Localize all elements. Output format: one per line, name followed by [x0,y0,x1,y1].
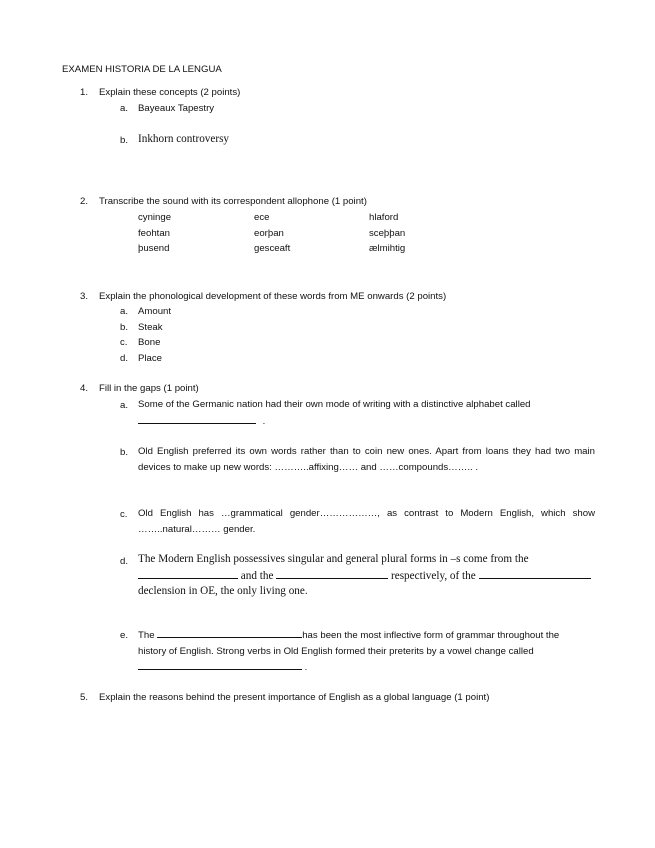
q3d-text: Place [138,353,162,364]
word-cell: cyninge [138,212,172,223]
q4e-text-2: history of English. Strong verbs in Old English formed their preterits by a vowel change called [138,645,534,657]
word-cell: gesceaft [254,243,291,254]
word-cell: ece [254,212,270,223]
q3d-label: d. [120,353,129,364]
q4e-label: e. [120,630,129,641]
q4d-blank-2[interactable] [276,568,388,579]
q4d-label: d. [120,556,129,567]
q5-number: 5. [80,692,89,703]
q4-number: 4. [80,383,89,394]
q4e-text: has been the most inflective form of grammar throughout the [302,630,560,641]
q3b-label: b. [120,322,129,333]
q1b-text: Inkhorn controversy [138,133,230,145]
q1-number: 1. [80,87,89,98]
q4b-text: Old English preferred its own words rather than to coin new ones. Apart from loans they had two main devices to make up new words: ………..affixing…… and ……compounds…….. . [138,446,595,473]
q4d-blank-1[interactable] [138,568,238,579]
q2-text: Transcribe the sound with its correspondent allophone (1 point) [99,196,367,207]
q1-text: Explain these concepts (2 points) [99,87,241,98]
q4e-the: The [138,630,155,641]
q4d-text-end: declension in OE, the only living one. [138,585,308,597]
q2-number: 2. [80,196,89,207]
q4c-text: Old English has …grammatical gender………………, as contrast to Modern English, which show ……..natural……… gender. [138,508,595,535]
word-cell: hlaford [369,212,399,223]
page-title: EXAMEN HISTORIA DE LA LENGUA [62,64,222,75]
q4a-label: a. [120,400,129,411]
q1a-text: Bayeaux Tapestry [138,103,215,114]
q4a-end: . [262,415,266,427]
q4d-blank-3[interactable] [479,568,591,579]
q3c-text: Bone [138,337,161,348]
q4e-blank-2[interactable] [138,659,302,670]
q4d-and: and the [240,569,274,582]
q4d-text: The Modern English possessives singular and general plural forms in –s come from the [138,553,529,565]
word-cell: eorþan [254,228,284,239]
q4a-text: Some of the Germanic nation had their own mode of writing with a distinctive alphabet called [138,399,531,410]
q4a-paragraph [138,397,595,429]
q4e-paragraph [138,627,595,676]
q5-text: Explain the reasons behind the present importance of English as a global language (1 point) [99,692,490,703]
q3-text: Explain the phonological development of these words from ME onwards (2 points) [99,291,447,302]
q4e-end: . [304,662,308,673]
q3c-label: c. [120,337,128,348]
word-cell: feohtan [138,228,171,239]
q3-number: 3. [80,291,89,302]
word-cell: þusend [138,243,170,254]
q4-text: Fill in the gaps (1 point) [99,383,199,394]
q4c-label: c. [120,509,128,520]
q4b-label: b. [120,447,129,458]
q1a-label: a. [120,103,129,114]
q1b-label: b. [120,135,129,146]
q3b-text: Steak [138,322,163,333]
q4e-blank-1[interactable] [157,627,302,638]
q4d-paragraph [138,552,595,600]
word-cell: sceþþan [369,228,406,239]
word-cell: ælmihtig [369,243,406,254]
q3a-text: Amount [138,306,172,317]
q4d-respectively: respectively, of the [391,569,476,582]
q4a-blank[interactable] [138,413,256,424]
q3a-label: a. [120,306,129,317]
